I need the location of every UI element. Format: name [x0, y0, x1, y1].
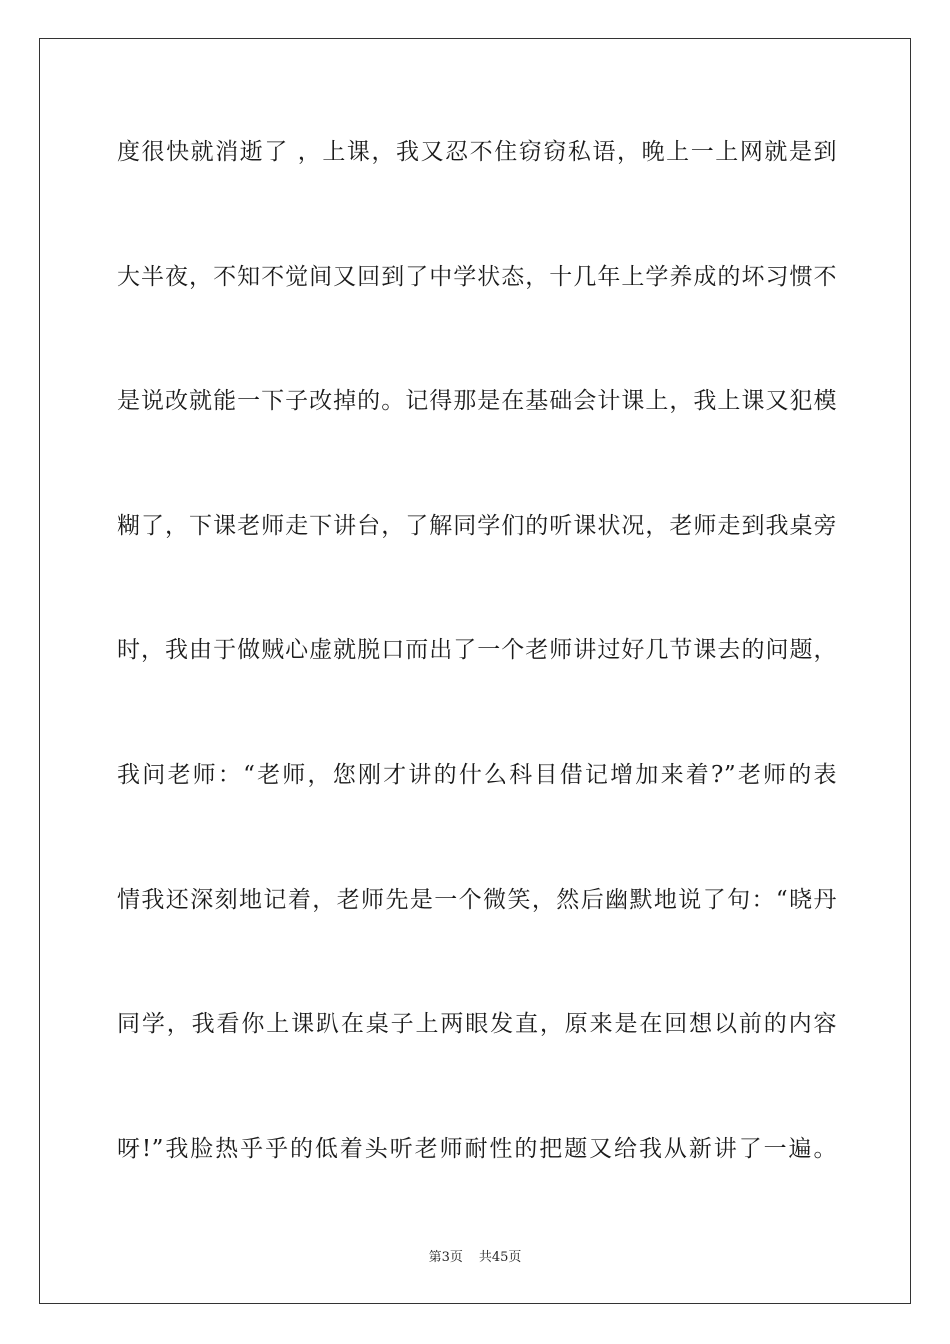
page-total: 共45页	[478, 1250, 522, 1265]
text-line: 糊了，下课老师走下讲台，了解同学们的听课状况，老师走到我桌旁	[117, 512, 837, 539]
text-line: 情我还深刻地记着，老师先是一个微笑，然后幽默地说了句：“晓丹	[117, 886, 837, 913]
text-line: 呀!”我脸热乎乎的低着头听老师耐性的把题又给我从新讲了一遍。	[117, 1135, 837, 1162]
document-body	[117, 128, 837, 1249]
text-line: 同学，我看你上课趴在桌子上两眼发直，原来是在回想以前的内容	[117, 1011, 837, 1038]
text-line: 度很快就消逝了 ，上课，我又忍不住窃窃私语，晚上一上网就是到	[117, 139, 837, 165]
text-line: 大半夜，不知不觉间又回到了中学状态，十几年上学养成的坏习惯不	[117, 263, 837, 290]
page-footer	[0, 1246, 950, 1265]
text-line: 我问老师：“老师，您刚才讲的什么科目借记增加来着?”老师的表	[117, 761, 837, 788]
text-line: 时，我由于做贼心虚就脱口而出了一个老师讲过好几节课去的问题，	[117, 637, 837, 664]
text-line: 是说改就能一下子改掉的。记得那是在基础会计课上，我上课又犯模	[117, 388, 837, 415]
page-number: 第3页	[428, 1250, 463, 1265]
